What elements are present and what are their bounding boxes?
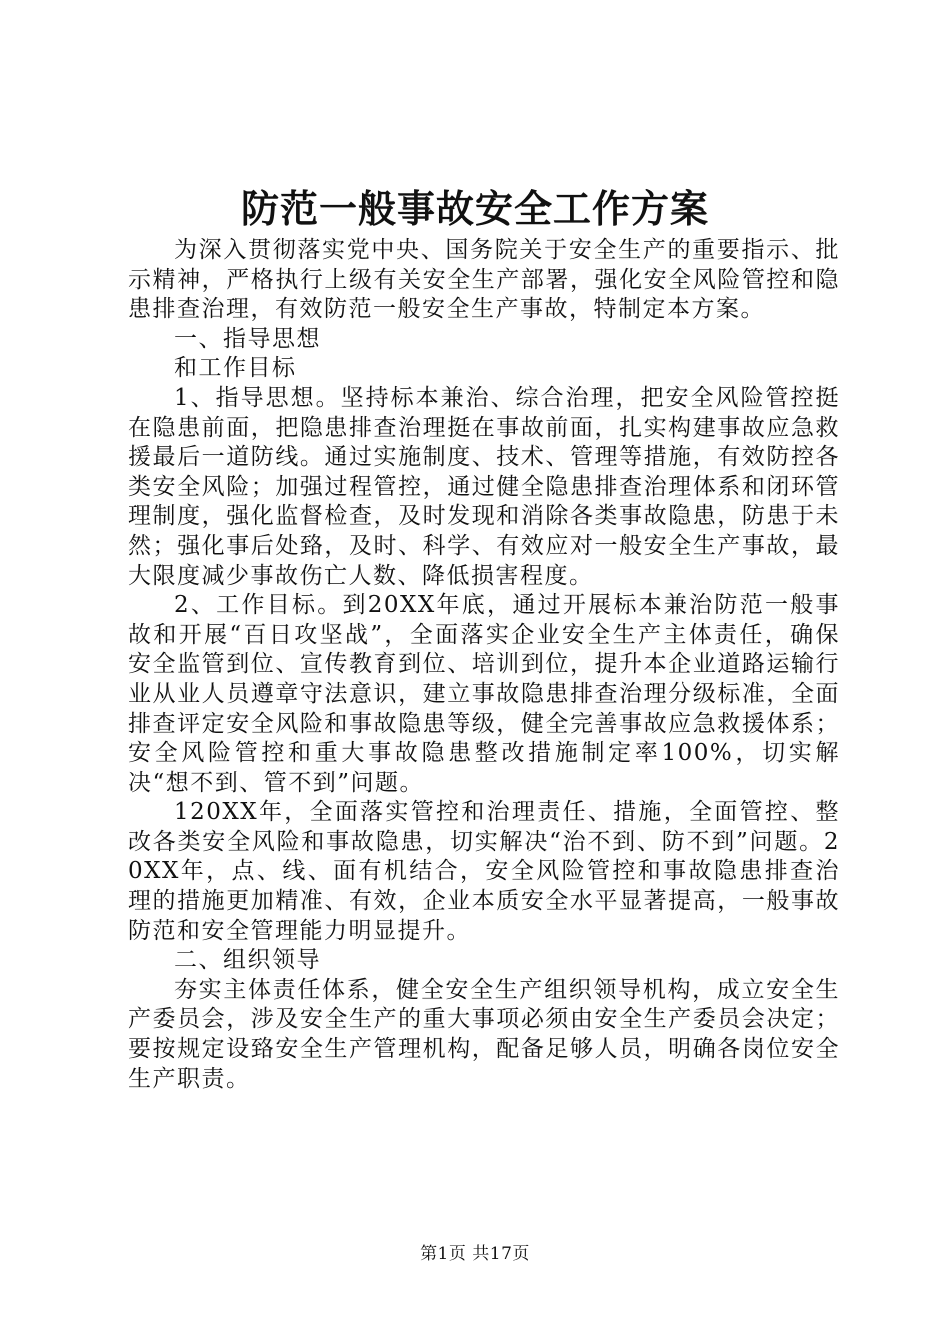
- section-heading-work-goals: 和工作目标: [174, 355, 297, 382]
- section-heading-guiding-ideology: 一、指导思想: [174, 325, 321, 352]
- yearly-goals-paragraph: 120XX年，全面落实管控和治理责任、措施，全面管控、整改各类安全风险和事故隐患，切实解决“治不到、防不到”问题。20XX年，点、线、面有机结合，安全风险管控和事故隐患排查治理的措施更加精准、有效，企业本质安全水平显著提高，一般事故防范和安全管理能力明显提升。: [128, 799, 840, 944]
- document-title: 防范一般事故安全工作方案: [240, 186, 709, 231]
- organization-paragraph: 夯实主体责任体系，健全安全生产组织领导机构，成立安全生产委员会，涉及安全生产的重大事项必须由安全生产委员会决定；要按规定设臵安全生产管理机构，配备足够人员，明确各岗位安全生产职责。: [128, 976, 840, 1092]
- guiding-ideology-paragraph: 1、指导思想。坚持标本兼治、综合治理，把安全风险管控挺在隐患前面，把隐患排查治理挺在事故前面，扎实构建事故应急救援最后一道防线。通过实施制度、技术、管理等措施，有效防控各类安全风险；加强过程管控，通过健全隐患排查治理体系和闭环管理制度，强化监督检查，及时发现和消除各类事故隐患，防患于未然；强化事后处臵，及时、科学、有效应对一般安全生产事故，最大限度减少事故伤亡人数、降低损害程度。: [128, 384, 840, 589]
- section-heading-organization: 二、组织领导: [174, 947, 321, 974]
- intro-paragraph: 为深入贯彻落实党中央、国务院关于安全生产的重要指示、批示精神，严格执行上级有关安全生产部署，强化安全风险管控和隐患排查治理，有效防范一般安全生产事故，特制定本方案。: [128, 237, 840, 323]
- work-goals-paragraph: 2、工作目标。到20XX年底，通过开展标本兼治防范一般事故和开展“百日攻坚战”，全面落实企业安全生产主体责任，确保安全监管到位、宣传教育到位、培训到位，提升本企业道路运输行业从业人员遵章守法意识，建立事故隐患排查治理分级标准，全面排查评定安全风险和事故隐患等级，健全完善事故应急救援体系；安全风险管控和重大事故隐患整改措施制定率100%，切实解决“想不到、管不到”问题。: [128, 592, 840, 796]
- document-body: [128, 236, 840, 1094]
- page-footer: 第1页 共17页: [420, 1244, 530, 1264]
